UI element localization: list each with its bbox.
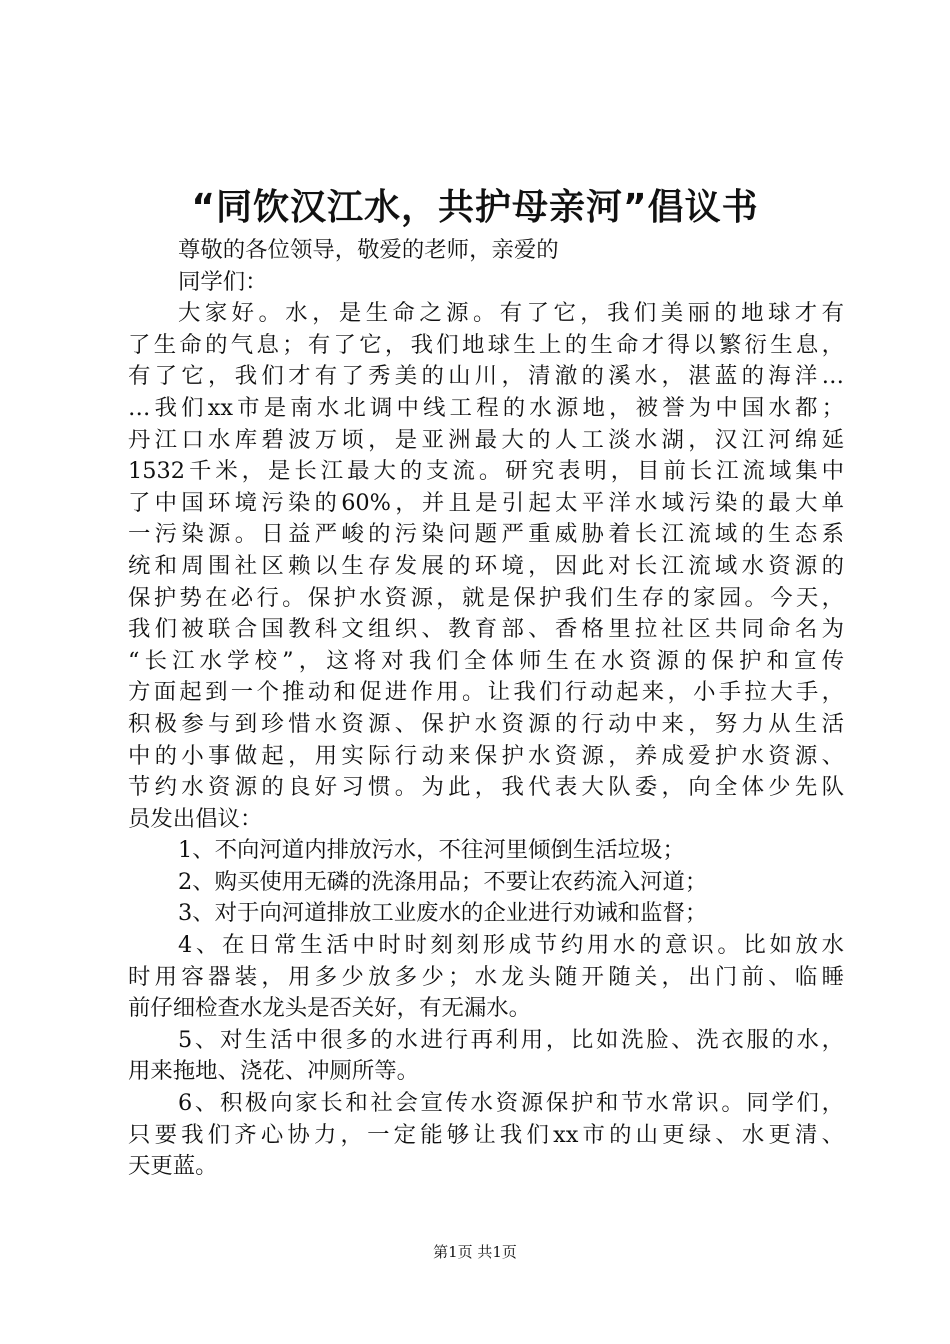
paragraph-line: 丹江口水库碧波万顷，是亚洲最大的人工淡水湖，汉江河绵延 — [128, 426, 844, 453]
paragraph-line: 6、积极向家长和社会宣传水资源保护和节水常识。同学们， — [178, 1090, 844, 1117]
paragraph-line: 只要我们齐心协力，一定能够让我们xx市的山更绿、水更清、 — [128, 1121, 844, 1148]
paragraph — [128, 1025, 844, 1088]
paragraph — [128, 835, 844, 867]
paragraph-line: 有了它，我们才有了秀美的山川，清澈的溪水，湛蓝的海洋… — [128, 363, 844, 390]
paragraph-line: …我们xx市是南水北调中线工程的水源地，被誉为中国水都； — [128, 394, 844, 421]
paragraph-line: 了生命的气息；有了它，我们地球生上的生命才得以繁衍生息， — [128, 331, 844, 358]
paragraph-line: 员发出倡议： — [128, 805, 263, 832]
paragraph-line: 5、对生活中很多的水进行再利用，比如洗脸、洗衣服的水， — [178, 1026, 844, 1053]
paragraph-line: 方面起到一个推动和促进作用。让我们行动起来，小手拉大手， — [128, 679, 844, 706]
page-footer: 第1页 共1页 — [433, 1243, 517, 1261]
paragraph — [128, 1088, 844, 1183]
paragraph-line: 前仔细检查水龙头是否关好，有无漏水。 — [128, 995, 532, 1022]
greeting — [128, 235, 844, 298]
paragraph-line: 中的小事做起，用实际行动来保护水资源，养成爱护水资源、 — [128, 742, 844, 769]
paragraph-line: 1532千米，是长江最大的支流。研究表明，目前长江流域集中 — [128, 458, 844, 485]
paragraph — [128, 898, 844, 930]
document-title: “同饮汉江水，共护母亲河”倡议书 — [191, 187, 759, 228]
paragraph-line: 统和周围社区赖以生存发展的环境，因此对长江流域水资源的 — [128, 552, 844, 579]
paragraph-line: 大家好。水，是生命之源。有了它，我们美丽的地球才有 — [178, 300, 844, 327]
paragraph — [128, 298, 844, 835]
paragraphs — [128, 298, 844, 1183]
document-body — [128, 235, 844, 1183]
paragraph-line: 4、在日常生活中时时刻刻形成节约用水的意识。比如放水 — [178, 932, 844, 959]
paragraph-line: 1、不向河道内排放污水，不往河里倾倒生活垃圾； — [178, 837, 685, 864]
paragraph-line: 保护势在必行。保护水资源，就是保护我们生存的家园。今天， — [128, 584, 844, 611]
paragraph-line: 3、对于向河道排放工业废水的企业进行劝诫和监督； — [178, 900, 708, 927]
greeting-line: 尊敬的各位领导，敬爱的老师，亲爱的 — [178, 237, 559, 263]
greeting-line: 同学们： — [178, 268, 268, 295]
paragraph-line: 2、购买使用无磷的洗涤用品；不要让农药流入河道； — [178, 868, 708, 895]
paragraph — [128, 867, 844, 899]
paragraph-line: 我们被联合国教科文组织、教育部、香格里拉社区共同命名为 — [128, 616, 844, 643]
paragraph — [128, 930, 844, 1025]
paragraph-line: 天更蓝。 — [128, 1153, 218, 1180]
paragraph-line: 时用容器装，用多少放多少；水龙头随开随关，出门前、临睡 — [128, 963, 844, 990]
paragraph-line: 积极参与到珍惜水资源、保护水资源的行动中来，努力从生活 — [128, 710, 844, 737]
paragraph-line: “长江水学校”，这将对我们全体师生在水资源的保护和宣传 — [128, 647, 844, 674]
paragraph-line: 用来拖地、浇花、冲厕所等。 — [128, 1058, 420, 1085]
paragraph-line: 了中国环境污染的60%，并且是引起太平洋水域污染的最大单 — [128, 489, 844, 516]
paragraph-line: 节约水资源的良好习惯。为此，我代表大队委，向全体少先队 — [128, 774, 844, 801]
paragraph-line: 一污染源。日益严峻的污染问题严重威胁着长江流域的生态系 — [128, 521, 844, 548]
